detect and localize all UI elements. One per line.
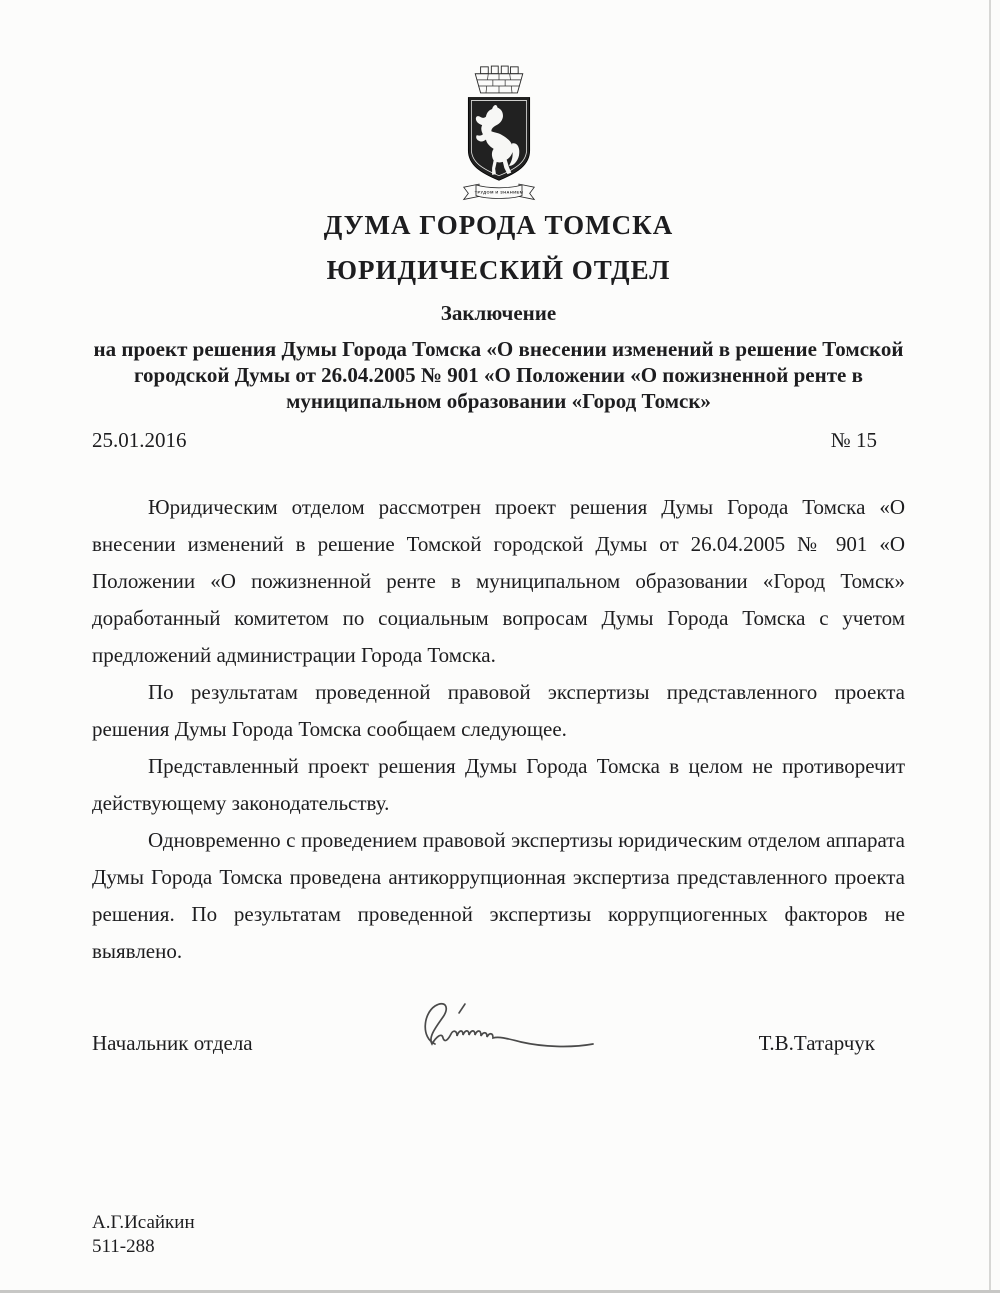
document-body	[92, 489, 905, 970]
document-subject: на проект решения Думы Города Томска «О внесении изменений в решение Томской городской Думы от 26.04.2005 № 901 «О Положении «О пожизненной ренте в муниципальном образовании «Город Томск»	[93, 337, 904, 413]
body-paragraph: Представленный проект решения Думы Города Томска в целом не противоречит действующему законодательству.	[92, 754, 905, 815]
department-name: ЮРИДИЧЕСКИЙ ОТДЕЛ	[326, 255, 671, 285]
emblem-motto: ТРУДОМ И ЗНАНИЕМ	[474, 189, 523, 195]
signer-name: Т.В.Татарчук	[758, 1031, 875, 1055]
tomsk-coat-of-arms-icon	[453, 62, 545, 202]
executor-phone: 511-288	[92, 1236, 155, 1257]
reference-row	[92, 428, 905, 453]
signer-position: Начальник отдела	[92, 1031, 253, 1055]
document-title: Заключение	[440, 301, 557, 325]
signature-row	[92, 996, 905, 1058]
executor-block	[92, 1211, 195, 1259]
executor-name: А.Г.Исайкин	[92, 1212, 195, 1233]
body-paragraph: По результатам проведенной правовой экспертизы представленного проекта решения Думы Города Томска сообщаем следующее.	[92, 680, 905, 741]
emblem-block	[92, 62, 905, 202]
body-paragraph: Одновременно с проведением правовой экспертизы юридическим отделом аппарата Думы Города Томска проведена антикоррупционная экспертиза представленного проекта решения. По результатам проведенной экспертизы коррупциогенных факторов не выявлено.	[92, 828, 905, 963]
handwritten-signature	[413, 996, 598, 1052]
scan-artifact-right-edge	[989, 0, 991, 1293]
org-name: ДУМА ГОРОДА ТОМСКА	[323, 210, 674, 240]
body-paragraph: Юридическим отделом рассмотрен проект решения Думы Города Томска «О внесении изменений в решение Томской городской Думы от 26.04.2005 № 901 «О Положении «О пожизненной ренте в муниципальном образовании «Город Томск» доработанный комитетом по социальным вопросам Думы Города Томска с учетом предложений администрации Города Томска.	[92, 495, 905, 667]
document-date: 25.01.2016	[92, 428, 187, 452]
document-number: № 15	[830, 428, 877, 452]
